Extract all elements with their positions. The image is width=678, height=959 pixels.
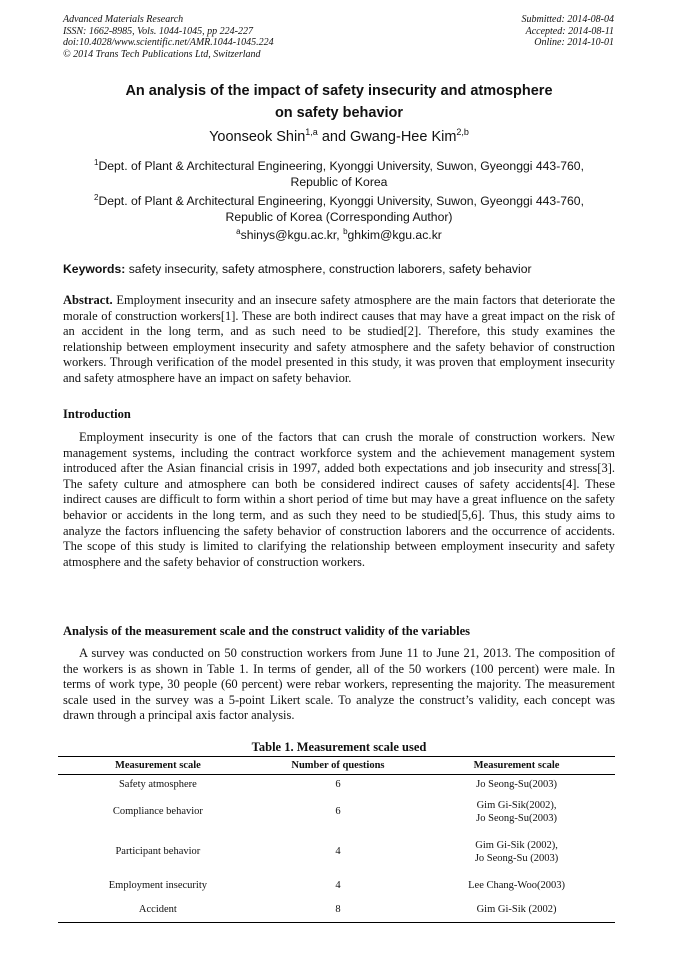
table-row (58, 899, 615, 923)
title-line-2: on safety behavior (274, 105, 404, 121)
analysis-text: A survey was conducted on 50 construction workers from June 11 to June 21, 2013. The composition of the workers is as shown in Table 1. In terms of gender, all of the 50 workers (100 percent) were male. In terms of work type, 30 people (60 percent) were rebar workers, representing the majority. The measurement scale used in the survey was a 5-point Likert scale. To analyze the construct’s validity, each concept was drawn through a principal axis factor analysis. (63, 646, 615, 723)
table-row (58, 795, 615, 831)
aff2-line2: Republic of Korea (Corresponding Author) (225, 210, 453, 225)
cell-questions: 8 (258, 899, 418, 923)
table-row (58, 775, 615, 795)
author-1-sup: 1,a (305, 127, 318, 137)
cell-source: Gim Gi-Sik (2002) (418, 899, 615, 923)
email-1: shinys@kgu.ac.kr, (240, 228, 344, 243)
issn: ISSN: 1662-8985, Vols. 1044-1045, pp 224-227 (63, 25, 253, 37)
measurement-table (58, 756, 615, 923)
emails (0, 227, 678, 242)
email1-sup: a (236, 227, 241, 236)
journal-header-right (522, 14, 615, 49)
cell-source: Gim Gi-Sik (2002), Jo Seong-Su (2003) (474, 840, 559, 864)
cell-source: Jo Seong-Su(2003) (476, 778, 557, 790)
aff2-line1: Dept. of Plant & Architectural Engineering, Kyonggi University, Suwon, Gyeonggi 443-760, (98, 194, 584, 209)
introduction-text: Employment insecurity is one of the factors that can crush the morale of construction workers. New management systems, including the contract workforce system and the achievement management system introduced after the Asian financial crisis in 1997, added both expectations and job insecurity and stress[3]. The safety culture and atmosphere can both be considered indirect causes of safety accidents[4]. These indirect causes are difficult to form within a short period of time but may have a great influence on the safety behavior or accidents in the long term, and as such they need to be studied[5,6]. Thus, this study aims to analyze the factors influencing the safety behavior of construction laborers and the occurrence of accidents. The scope of this study is limited to clarifying the relationship between employment insecurity and safety atmosphere and the safety behavior of construction workers. (63, 430, 615, 569)
cell-source: Gim Gi-Sik(2002), Jo Seong-Su(2003) (476, 800, 557, 824)
col-header-scale: Measurement scale (58, 757, 258, 775)
keywords-label: Keywords: (63, 262, 126, 276)
journal-name: Advanced Materials Research (63, 14, 184, 25)
table-caption: Table 1. Measurement scale used (251, 740, 427, 754)
cell-scale: Safety atmosphere (118, 778, 197, 790)
table-header-row (58, 757, 615, 775)
abstract-label: Abstract. (63, 293, 113, 307)
journal-header-left (63, 14, 274, 60)
authors (0, 127, 678, 145)
accepted-date: Accepted: 2014-08-11 (525, 25, 614, 37)
email2-sup: b (343, 227, 348, 236)
table-row (58, 875, 615, 899)
cell-scale: Employment insecurity (108, 880, 208, 892)
submitted-date: Submitted: 2014-08-04 (521, 14, 614, 25)
affiliation-1 (63, 155, 615, 190)
cell-scale: Participant behavior (115, 846, 201, 858)
cell-scale: Compliance behavior (112, 806, 203, 818)
aff1-line2: Republic of Korea (290, 175, 388, 190)
analysis-heading: Analysis of the measurement scale and the construct validity of the variables (63, 624, 471, 638)
cell-questions: 4 (335, 846, 341, 858)
paper-title (0, 80, 678, 124)
doi: doi:10.4028/www.scientific.net/AMR.1044-1045.224 (63, 37, 274, 48)
col-header-questions: Number of questions (258, 757, 418, 775)
author-1: Yoonseok Shin (209, 128, 306, 145)
cell-scale: Accident (58, 899, 258, 923)
copyright: © 2014 Trans Tech Publications Ltd, Switzerland (63, 48, 261, 60)
cell-questions: 6 (335, 806, 341, 818)
author-2: Gwang-Hee Kim (350, 128, 457, 145)
col-header-source: Measurement scale (418, 757, 615, 775)
email-2: ghkim@kgu.ac.kr (347, 228, 442, 243)
introduction-heading: Introduction (63, 407, 131, 421)
aff1-sup: 1 (94, 158, 99, 167)
title-line-1: An analysis of the impact of safety insecurity and atmosphere (125, 83, 553, 99)
author-2-sup: 2,b (456, 127, 469, 137)
cell-questions: 4 (335, 880, 341, 892)
keywords (63, 262, 623, 276)
cell-source: Lee Chang-Woo(2003) (468, 880, 565, 892)
cell-questions: 6 (335, 778, 341, 790)
aff1-line1: Dept. of Plant & Architectural Engineering, Kyonggi University, Suwon, Gyeonggi 443-760, (98, 159, 584, 174)
table-row (58, 831, 615, 875)
affiliation-2 (63, 190, 615, 225)
online-date: Online: 2014-10-01 (534, 37, 614, 48)
keywords-text: safety insecurity, safety atmosphere, construction laborers, safety behavior (125, 262, 532, 276)
author-and: and (317, 128, 351, 145)
aff2-sup: 2 (94, 193, 99, 202)
abstract-text: Employment insecurity and an insecure safety atmosphere are the main factors that deteriorate the morale of construction workers[1]. These are both indirect causes that may have a great impact on the risk of an accident in the long term, and as such need to be studied[2]. Therefore, this study examines the relationship between employment insecurity and safety atmosphere and the safety behavior of construction workers. Through verification of the model presented in this study, it was proven that employment insecurity and safety atmosphere have an impact on safety behavior. (63, 293, 615, 385)
abstract (63, 293, 615, 387)
